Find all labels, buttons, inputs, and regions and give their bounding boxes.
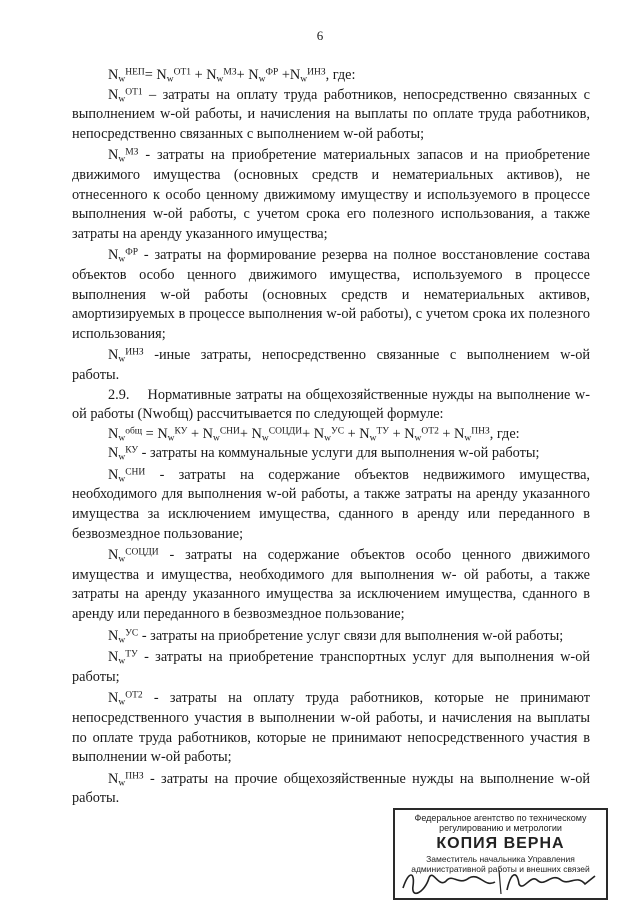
definition-us: $N_w^{УС}$ - затраты на приобретение услуг связи для выполнения w-ой работы; xyxy=(108,627,564,646)
definition-fr: $N_w^{ФР}$ - затраты на формирование резерва на полное восстановление состава объектов особо ценного движимого имущества, используемого в процессе выполнения w-ой работы (основных средств и нематериальных активов, амортизируемых в процессе выполнения w-ой работы), с учетом срока их полезного использования; xyxy=(72,247,590,342)
signature-icon xyxy=(395,866,606,896)
definition-tu: $N_w^{ТУ}$ - затраты на приобретение транспортных услуг для выполнения w-ой работы; xyxy=(72,649,590,685)
page-number: 6 xyxy=(316,28,324,43)
stamp-agency: Федеральное агентство по техническому регулированию и метрологии xyxy=(414,813,587,833)
definition-pnz: $N_w^{ПНЗ}$ - затраты на прочие общехозяйственные нужды на выполнение w-ой работы. xyxy=(72,770,590,807)
definition-sni: $N_w^{СНИ}$ - затраты на содержание объектов недвижимого имущества, необходимого для выполнения w-ой работы, а также затраты на аренду указанного имущества за исключением имущества, сданного в аренду или переданного в безвозмездное пользование; xyxy=(72,466,590,542)
document-body xyxy=(72,66,590,809)
certified-copy-stamp xyxy=(393,808,608,900)
definition-mz: $N_w^{МЗ}$ - затраты на приобретение материальных запасов и на приобретение движимого имущества (основных средств и нематериальных активов), не отнесенного к особо ценному движимому имуществу и используемого в процессе выполнения w-ой работы, с учетом срока его полезного использования, а также затраты на аренду указанного имущества; xyxy=(72,147,590,242)
definition-ot1: $N_w^{ОТ1}$ – затраты на оплату труда работников, непосредственно связанных с выполнением w-ой работы, и начисления на выплаты по оплате труда работников, непосредственно связанных с выполнением w-ой работы; xyxy=(72,86,590,142)
stamp-title: КОПИЯ ВЕРНА xyxy=(436,835,565,852)
section-2-9: 2.9. Нормативные затраты на общехозяйственные нужды на выполнение w-ой работы (Nwобщ) рассчитывается по следующей формуле: xyxy=(72,386,590,423)
definition-socdi: $N_w^{СОЦДИ}$ - затраты на содержание объектов особо ценного движимого имущества и имущества, необходимого для выполнения w- ой работы, а также затраты на аренду указанного имущества за исключением имущества, сданного в аренду или переданного в безвозмездное пользование; xyxy=(72,547,590,623)
definition-inz: $N_w^{ИНЗ}$ -иные затраты, непосредственно связанные с выполнением w-ой работы. xyxy=(72,347,590,383)
stamp-position: Заместитель начальника Управления административной работы и внешних связей xyxy=(411,854,590,874)
formula-obshch: $N_w^{общ} = N_w^{КУ} + N_w^{СНИ}+ N_w^{СОЦДИ}+ N_w^{УС} + N_w^{ТУ} + N_w^{ОТ2} + N_w^{ПНЗ}$, где: xyxy=(108,425,520,444)
formula-nep: $N_w^{НЕП}= N_w^{ОТ1} + N_w^{МЗ}+ N_w^{ФР} +N_w^{ИНЗ}$, где: xyxy=(108,67,356,85)
definition-ot2: $N_w^{ОТ2}$ - затраты на оплату труда работников, которые не принимают непосредственного участия в выполнении w-ой работы, и начисления на выплаты по оплате труда работников, которые не принимают непосредственного участия в выполнении w-ой работы; xyxy=(72,690,590,766)
definition-ku: $N_w^{КУ}$ - затраты на коммунальные услуги для выполнения w-ой работы; xyxy=(108,445,540,463)
